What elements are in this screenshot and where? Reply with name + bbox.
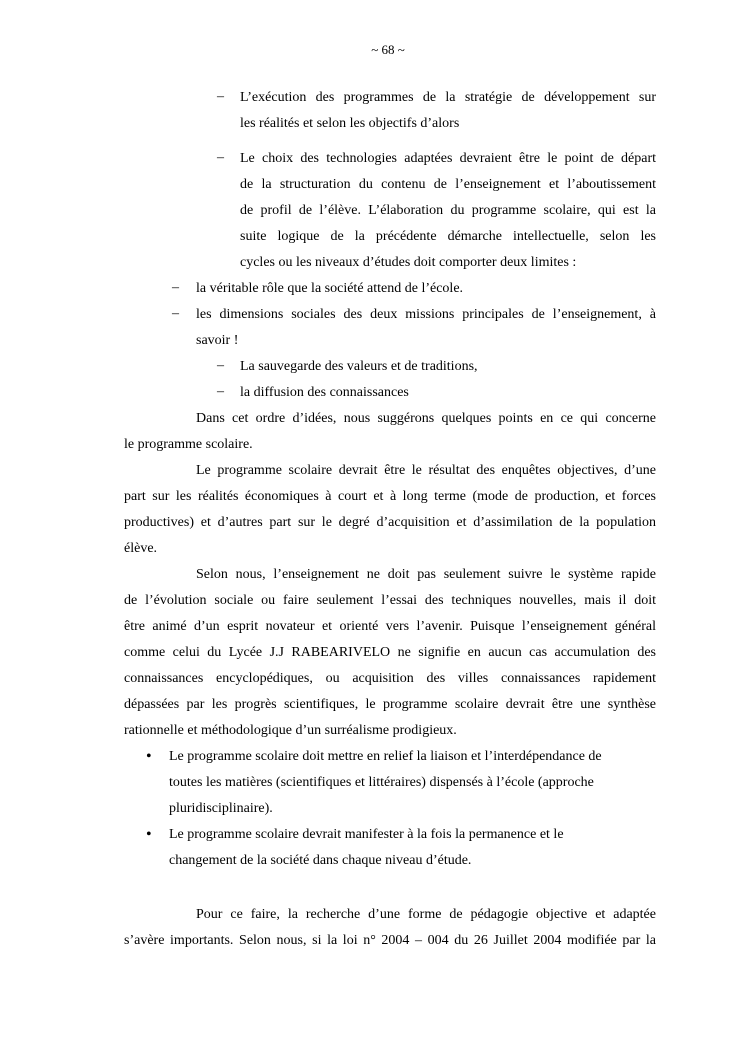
paragraph [124,406,656,458]
dash-marker: – [217,89,224,104]
list-c-item-2 [240,380,656,406]
text-line: dépassées par les progrès scientifiques, le programme scolaire devrait être une synthèse [124,697,656,712]
text-line: Dans cet ordre d’idées, nous suggérons quelques points en ce qui concerne [196,411,656,426]
paragraph [124,902,656,954]
text-line: s’avère importants. Selon nous, si la loi n° 2004 – 004 du 26 Juillet 2004 modifiée par la [124,933,656,948]
dash-marker: – [217,358,224,373]
text-line: la véritable rôle que la société attend de l’école. [196,281,464,296]
text-line: suite logique de la précédente démarche intellectuelle, selon les [240,229,656,244]
text-line: le programme scolaire. [124,437,253,452]
text-line: part sur les réalités économiques à court et à long terme (mode de production, et forces [124,489,656,504]
text-line: pluridisciplinaire). [169,801,273,816]
text-line: Selon nous, l’enseignement ne doit pas seulement suivre le système rapide [196,567,656,582]
text-line: comme celui du Lycée J.J RABEARIVELO ne signifie en aucun cas accumulation des [124,645,656,660]
bullet-item-2 [169,822,639,874]
text-line: la diffusion des connaissances [240,385,409,400]
dash-marker: – [172,280,179,295]
text-line: toutes les matières (scientifiques et littéraires) dispensés à l’école (approche [169,775,594,790]
text-line: Le choix des technologies adaptées devraient être le point de départ [240,151,656,166]
list-a-item-1 [240,85,656,137]
text-line: de la structuration du contenu de l’enseignement et l’aboutissement [240,177,656,192]
text-line: Le programme scolaire devrait manifester à la fois la permanence et le [169,827,564,842]
text-line: connaissances encyclopédiques, ou acquisition des villes connaissances rapidement [124,671,656,686]
bullet-marker: • [146,748,152,765]
text-line: Le programme scolaire doit mettre en relief la liaison et l’interdépendance de [169,749,602,764]
list-c-item-1 [240,354,656,380]
text-line: les réalités et selon les objectifs d’alors [240,116,460,131]
list-a-item-2 [240,146,656,276]
text-line: savoir ! [196,333,239,348]
list-b-item-1 [196,276,656,302]
text-line: changement de la société dans chaque niveau d’étude. [169,853,472,868]
text-line: productives) et d’autres part sur le degré d’acquisition et d’assimilation de la population [124,515,656,530]
text-line: élève. [124,541,158,556]
bullet-item-1 [169,744,639,822]
dash-marker: – [217,150,224,165]
dash-marker: – [217,384,224,399]
list-b-item-2 [196,302,656,354]
bullet-marker: • [146,826,152,843]
dash-marker: – [172,306,179,321]
text-line: rationnelle et méthodologique d’un surréalisme prodigieux. [124,723,457,738]
text-line: Pour ce faire, la recherche d’une forme de pédagogie objective et adaptée [196,907,656,922]
text-line: de profil de l’élève. L’élaboration du programme scolaire, qui est la [240,203,656,218]
paragraph [124,562,656,744]
text-line: La sauvegarde des valeurs et de traditions, [240,359,478,374]
text-line: les dimensions sociales des deux missions principales de l’enseignement, à [196,307,656,322]
text-line: cycles ou les niveaux d’études doit comporter deux limites : [240,255,577,270]
text-line: L’exécution des programmes de la stratégie de développement sur [240,90,656,105]
page-number: ~ 68 ~ [371,42,405,57]
text-line: de l’évolution sociale ou faire seulement l’essai des techniques nouvelles, mais il doit [124,593,656,608]
paragraph [124,458,656,562]
text-line: Le programme scolaire devrait être le résultat des enquêtes objectives, d’une [196,463,656,478]
text-line: être animé d’un esprit novateur et orienté vers l’avenir. Puisque l’enseignement général [124,619,656,634]
